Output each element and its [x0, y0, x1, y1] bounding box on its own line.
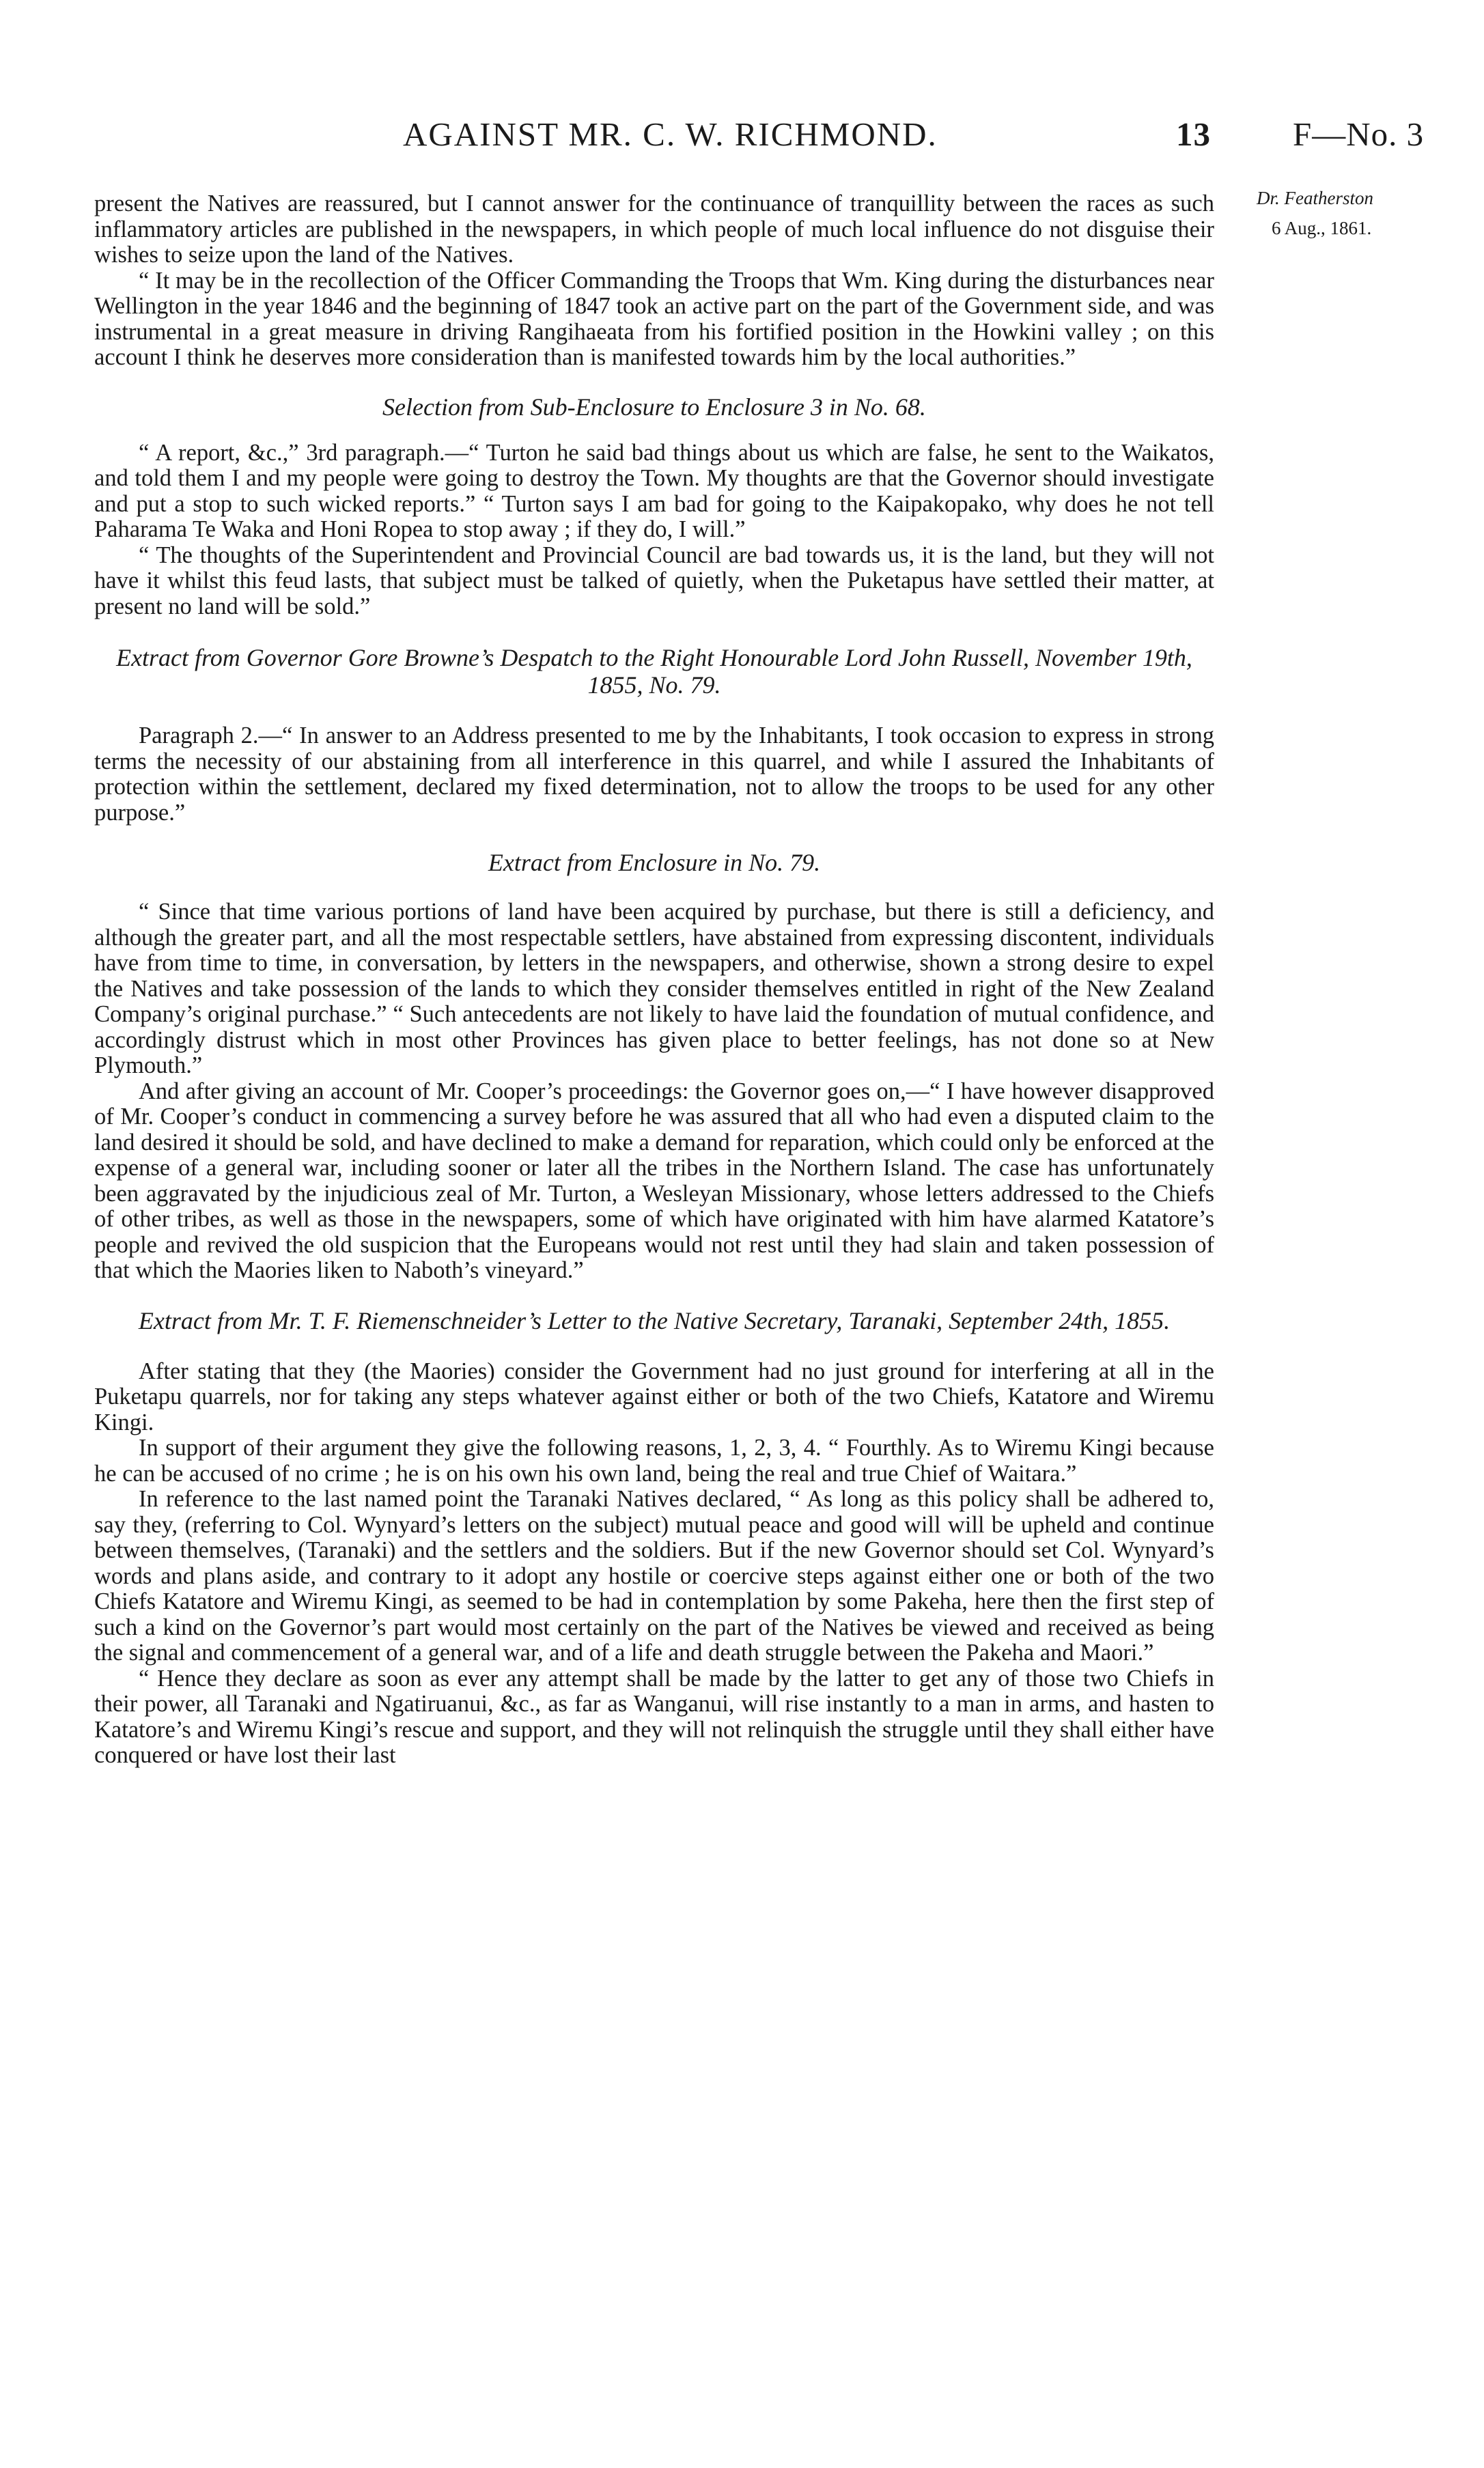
paragraph: “ A report, &c.,” 3rd paragraph.—“ Turton he said bad things about us which are false, he sent to the Waikatos, and told them I and my people were going to destroy the Town. My thoughts are that the Governor should investigate and put a stop to such wicked reports.” “ Turton says I am bad for going to the Kaipakopako, why does he not tell Paharama Te Waka and Honi Ropea to stop away ; if they do, I will.” — [94, 439, 1214, 542]
paragraph: In reference to the last named point the Taranaki Natives declared, “ As long as this policy shall be adhered to, say they, (referring to Col. Wynyard’s letters on the subject) mutual peace and good will will be upheld and continue between themselves, (Taranaki) and the settlers and the soldiers. But if the new Governor should set Col. Wynyard’s words and plans aside, and contrary to it adopt any hostile or coercive steps against either one or both of the two Chiefs Katatore and Wiremu Kingi, as seemed to be had in contemplation by some Pakeha, here then the first step of such a kind on the Governor’s part would most certainly on the part of the Natives be viewed and received as being the signal and commencement of a general war, and of a life and death struggle between the Pakeha and Maori.” — [94, 1486, 1214, 1666]
paragraph: Paragraph 2.—“ In answer to an Address presented to me by the Inhabitants, I took occasion to express in strong terms the necessity of our abstaining from all interference in this quarrel, and while I assured the Inhabitants of protection within the settlement, declared my fixed determination, not to allow the troops to be used for any other purpose.” — [94, 723, 1214, 826]
section-heading: Extract from Mr. T. F. Riemenschneider’s Letter to the Native Secretary, Taranaki, September 24th, 1855. — [138, 1306, 1171, 1334]
running-head-title: AGAINST MR. C. W. RICHMOND. — [403, 115, 938, 153]
paragraph: In support of their argument they give the following reasons, 1, 2, 3, 4. “ Fourthly. As to Wiremu Kingi because he can be accused of no crime ; he is on his own his own land, being the real and true Chief of Waitara.” — [94, 1435, 1214, 1487]
page-number: 13 — [1176, 115, 1211, 153]
paragraph: “ The thoughts of the Superintendent and Provincial Council are bad towards us, it is the land, but they will not have it whilst this feud lasts, that subject must be talked of quietly, when the Puketapus have settled their matter, at present no land will be sold.” — [94, 542, 1214, 619]
section-heading: Extract from Governor Gore Browne’s Despatch to the Right Honourable Lord John Russell, November 19th, 1855, No. 79. — [116, 644, 1192, 699]
paragraph: “ Since that time various portions of land have been acquired by purchase, but there is still a deficiency, and although the greater part, and all the most respectable settlers, have abstained from expressing discontent, individuals have from time to time, in conversation, by letters in the newspapers, and otherwise, shown a strong desire to expel the Natives and take possession of the lands to which they consider themselves entitled in right of the New Zealand Company’s original purchase.” “ Such antecedents are not likely to have laid the foundation of mutual confidence, and accordingly distrust which in most other Provinces has given place to better feelings, has not done so at New Plymouth.” — [94, 899, 1214, 1078]
margin-note — [1257, 183, 1461, 243]
paragraph: And after giving an account of Mr. Cooper’s proceedings: the Governor goes on,—“ I have however disapproved of Mr. Cooper’s conduct in commencing a survey before he was assured that all who had even a disputed claim to the land desired it should be sold, and have declined to make a demand for reparation, which could only be enforced at the expense of a general war, including sooner or later all the tribes in the Northern Island. The case has unfortunately been aggravated by the injudicious zeal of Mr. Turton, a Wesleyan Missionary, whose letters addressed to the Chiefs of other tribes, as well as those in the newspapers, some of which have originated with him have alarmed Katatore’s people and revived the old suspicion that the Europeans would not rest until they had slain and taken possession of that which the Maories liken to Naboth’s vineyard.” — [94, 1078, 1214, 1283]
margin-note-author: Dr. Featherston — [1257, 188, 1373, 208]
document-reference: F—No. 3 — [1293, 115, 1425, 153]
paragraph: “ Hence they declare as soon as ever any attempt shall be made by the latter to get any of those two Chiefs in their power, all Taranaki and Ngatiruanui, &c., as far as Wanganui, will rise instantly to a man in arms, and hasten to Katatore’s and Wiremu Kingi’s rescue and support, and they will not relinquish the struggle until they shall either have conquered or have lost their last — [94, 1665, 1214, 1768]
paragraph: After stating that they (the Maories) consider the Government had no just ground for interfering at all in the Puketapu quarrels, nor for taking any steps whatever against either or both of the two Chiefs, Katatore and Wiremu Kingi. — [94, 1358, 1214, 1435]
document-body — [94, 191, 1214, 1769]
paragraph: “ It may be in the recollection of the Officer Commanding the Troops that Wm. King during the disturbances near Wellington in the year 1846 and the beginning of 1847 took an active part on the part of the Government side, and was instrumental in a great measure in driving Rangihaeata from his fortified position in the Howkini valley ; on this account I think he deserves more consideration than is manifested towards him by the local authorities.” — [94, 267, 1214, 370]
section-heading: Extract from Enclosure in No. 79. — [488, 849, 821, 876]
paragraph: present the Natives are reassured, but I cannot answer for the continuance of tranquillity between the races as such inflammatory articles are published in the newspapers, in which people of much local influence do not disguise their wishes to seize upon the land of the Natives. — [94, 191, 1214, 268]
section-heading: Selection from Sub-Enclosure to Enclosure 3 in No. 68. — [382, 393, 926, 421]
margin-note-date: 6 Aug., 1861. — [1272, 218, 1372, 238]
